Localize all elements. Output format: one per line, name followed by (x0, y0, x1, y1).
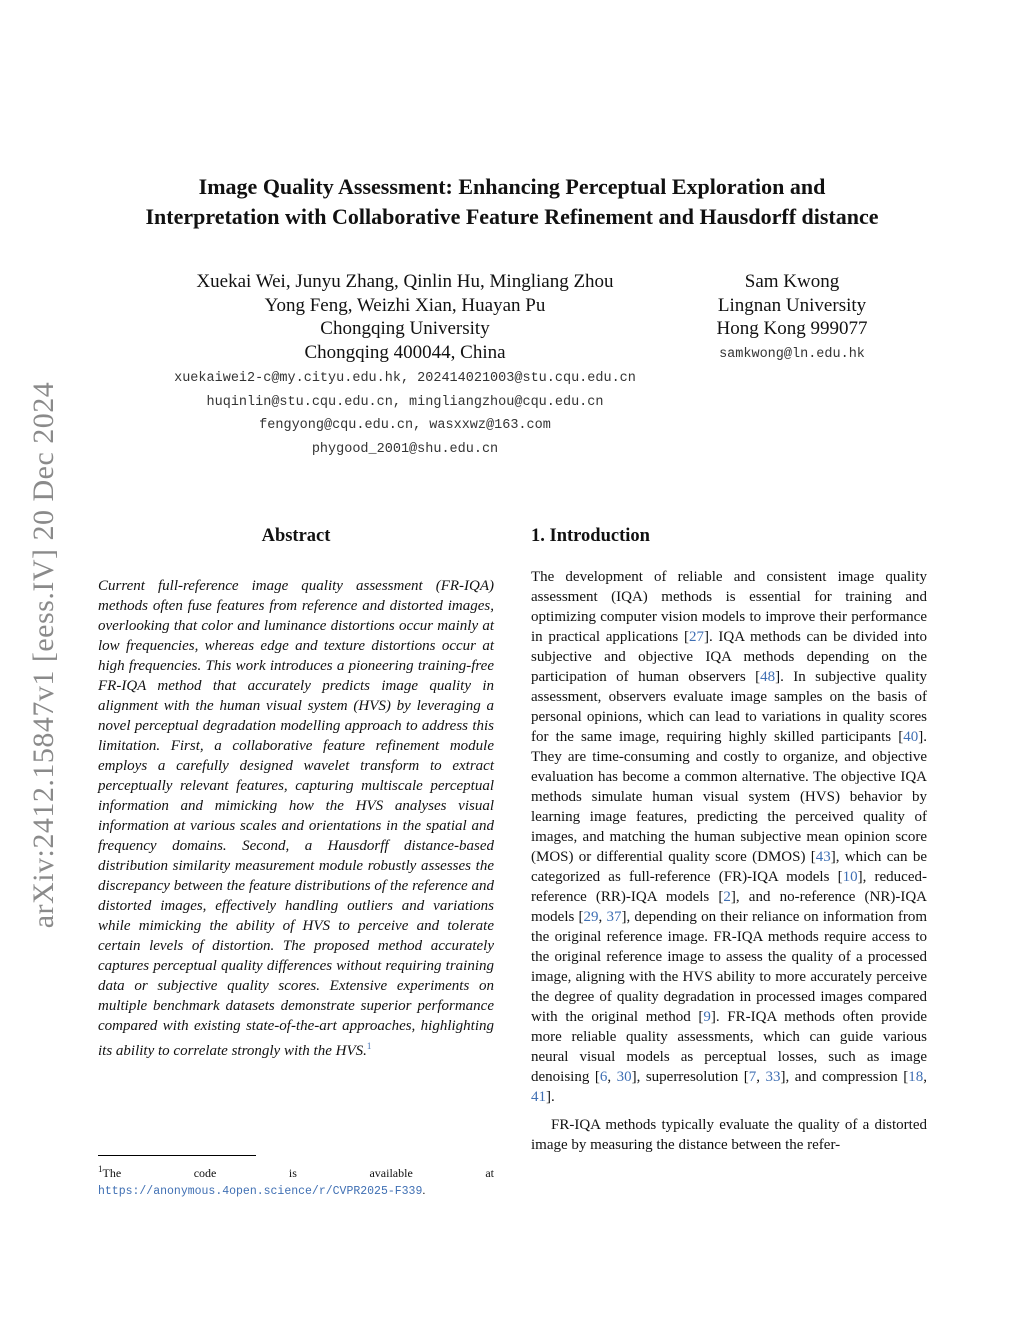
abstract-text (98, 576, 494, 1061)
citation-link[interactable]: 43 (815, 849, 831, 865)
email-line: fengyong@cqu.edu.cn, wasxxwz@163.com (259, 418, 551, 433)
footnote-divider (98, 1155, 256, 1156)
author-name: Sam Kwong (744, 271, 840, 292)
author-names: Yong Feng, Weizhi Xian, Huayan Pu (264, 294, 546, 316)
intro-text-run: , (756, 1069, 766, 1085)
email-line: xuekaiwei2-c@my.cityu.edu.hk, 202414021003@stu.cqu.edu.cn (174, 371, 636, 386)
citation-link[interactable]: 7 (748, 1069, 757, 1085)
citation-link[interactable]: 27 (688, 629, 704, 645)
citation-link[interactable]: 6 (599, 1069, 608, 1085)
intro-text-run: , (598, 909, 607, 925)
affiliation: Chongqing University (320, 318, 490, 339)
introduction-paragraph-2: FR-IQA methods typically evaluate the quality of a distorted image by measuring the distance between the refer- (531, 1117, 927, 1153)
address: Chongqing 400044, China (304, 341, 506, 363)
citation-link[interactable]: 48 (760, 669, 776, 685)
citation-link[interactable]: 30 (616, 1069, 632, 1085)
footnote (98, 1161, 494, 1200)
author-emails-left (120, 367, 690, 461)
introduction-heading: 1. Introduction (531, 526, 650, 546)
intro-text-run: ], superresolution [ (631, 1069, 749, 1085)
arxiv-identifier: arXiv:2412.15847v1 [eess.IV] 20 Dec 2024 (27, 381, 60, 929)
intro-text-run: ], depending on their reliance on information from the original reference image. FR-IQA methods require access to the original reference image to assess the quality of a processed image, aligning with the HVS ability to more accurately perceive the degree of quality degradation in processed images compared with the original method [ (531, 909, 928, 1025)
intro-text-run: The development of reliable and consistent image quality assessment (IQA) methods is essential for training and optimizing computer vision models to improve their performance in practical applications [ (531, 569, 927, 645)
intro-text-run: ]. They are time-consuming and costly to organize, and objective evaluation has become a common alternative. The objective IQA methods simulate human visual system (HVS) behavior by learning image features, predicting the perceived quality of images, and matching the human subjective mean opinion score (MOS) or differential quality score (DMOS) [ (531, 729, 927, 865)
intro-text-run: ], reduced-reference (RR)-IQA models [ (531, 869, 927, 905)
citation-link[interactable]: 37 (606, 909, 622, 925)
abstract-body: Current full-reference image quality assessment (FR-IQA) methods often fuse features from reference and distorted images, overlooking that color and luminance distortions occur mainly at low frequencies, whereas edge and texture distortions occur at high frequencies. This work introduces a pioneering training-free FR-IQA method that accurately predicts image quality in alignment with the human visual system (HVS) by leveraging a novel perceptual degradation modelling approach to address this limitation. First, a collaborative feature refinement module employs a carefully designed wavelet transform to extract perceptually relevant features, capturing multiscale perceptual information and mimicking how the HVS analyses visual information at various scales and orientations in the spatial and frequency domains. Second, a Hausdorff distance-based distribution similarity measurement module robustly assesses the discrepancy between the feature distributions of the reference and distorted images, effectively handling outliers and variations while mimicking the ability of HVS to perceive and tolerate certain levels of distortion. The proposed method accurately captures perceptual quality differences without requiring training data or subjective quality scores. Extensive experiments on multiple benchmark datasets demonstrate superior performance compared with existing state-of-the-art approaches, highlighting its ability to correlate strongly with the HVS. (98, 578, 494, 1059)
author-block-right (690, 270, 894, 367)
author-email: samkwong@ln.edu.hk (719, 346, 865, 362)
title-line-2: Interpretation with Collaborative Feature Refinement and Hausdorff distance (145, 204, 879, 229)
footnote-mark: 1 (98, 1164, 103, 1174)
intro-text-run: ], and no-reference (NR)-IQA models [ (531, 889, 927, 925)
citation-link[interactable]: 33 (765, 1069, 781, 1085)
intro-text-run: ], which can be categorized as full-reference (FR)-IQA models [ (531, 849, 927, 885)
intro-text-run: ]. In subjective quality assessment, observers evaluate image samples on the basis of personal opinions, which can lead to variations in quality scores for the same image, requiring highly skilled participants [ (531, 669, 927, 745)
citation-link[interactable]: 40 (903, 729, 919, 745)
author-block-left (160, 270, 650, 364)
paper-title (80, 172, 944, 232)
footnote-text: The code is available at (102, 1166, 494, 1180)
citation-link[interactable]: 41 (531, 1089, 546, 1105)
citation-link[interactable]: 10 (842, 869, 858, 885)
email-line: huqinlin@stu.cqu.edu.cn, mingliangzhou@cqu.edu.cn (206, 394, 604, 410)
citation-link[interactable]: 18 (908, 1069, 924, 1085)
affiliation: Lingnan University (717, 294, 867, 316)
code-link[interactable]: https://anonymous.4open.science/r/CVPR2025-F339 (98, 1185, 423, 1198)
abstract-heading: Abstract (261, 526, 331, 546)
citation-link[interactable]: 29 (583, 909, 599, 925)
introduction-paragraph-1 (531, 567, 927, 1107)
intro-text-run: , (607, 1069, 617, 1085)
intro-text-run: ], and compression [ (780, 1069, 909, 1085)
address: Hong Kong 999077 (716, 318, 868, 339)
citation-link[interactable]: 2 (723, 889, 731, 905)
introduction-body (531, 567, 927, 1155)
email-line: phygood_2001@shu.edu.cn (311, 441, 499, 457)
footnote-end: . (422, 1183, 426, 1197)
footnote-ref[interactable]: 1 (366, 1041, 372, 1051)
intro-text-run: , (923, 1069, 928, 1085)
author-names: Xuekai Wei, Junyu Zhang, Qinlin Hu, Mingliang Zhou (196, 271, 614, 292)
title-line-1: Image Quality Assessment: Enhancing Perceptual Exploration and (198, 174, 826, 199)
intro-text-run: ]. IQA methods can be divided into subjective and objective IQA methods depending on the participation of human observers [ (531, 629, 927, 685)
intro-text-run: ]. FR-IQA methods often provide more reliable quality assessments, which can guide various neural visual models as perceptual losses, such as image denoising [ (531, 1009, 927, 1085)
intro-text-run: ]. (546, 1089, 555, 1105)
citation-link[interactable]: 9 (703, 1009, 711, 1025)
